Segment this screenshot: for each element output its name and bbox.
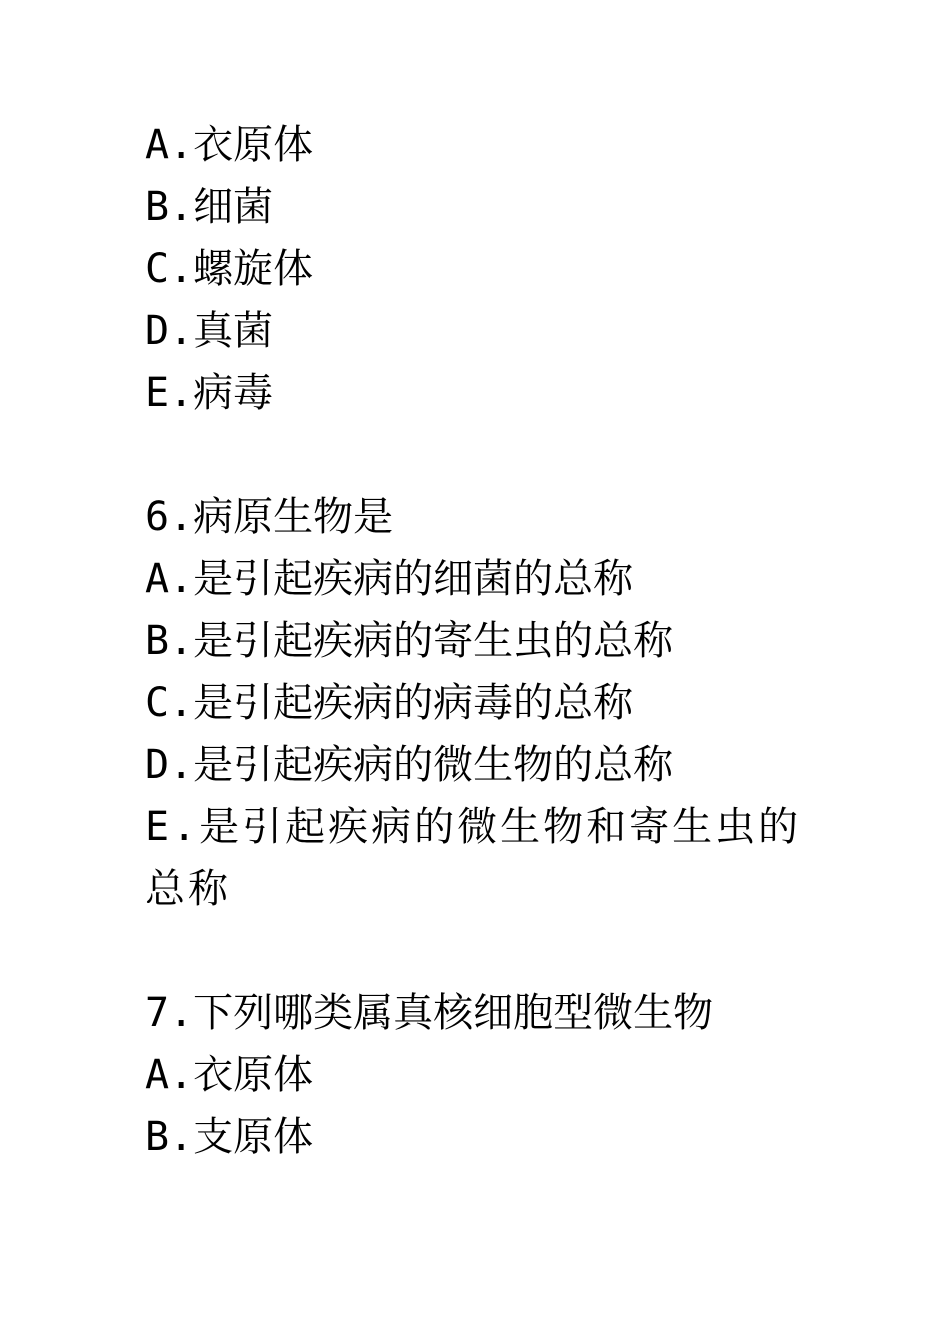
option-a: A.衣原体: [145, 1052, 314, 1098]
document-page: [145, 114, 825, 1168]
question-text: 7.下列哪类属真核细胞型微生物: [145, 990, 714, 1036]
option-d: D.是引起疾病的微生物的总称: [145, 742, 674, 788]
option-d: D.真菌: [145, 308, 274, 354]
option-b: B.是引起疾病的寄生虫的总称: [145, 618, 674, 664]
option-a: A.是引起疾病的细菌的总称: [145, 556, 634, 602]
spacer: [145, 920, 825, 982]
question-text: 6.病原生物是: [145, 494, 394, 540]
option-a: A.衣原体: [145, 122, 314, 168]
option-b: B.支原体: [145, 1114, 314, 1160]
question-7: [145, 982, 825, 1168]
option-e: E.病毒: [145, 370, 274, 416]
question-5-options: [145, 114, 825, 424]
question-6: [145, 486, 825, 920]
spacer: [145, 424, 825, 486]
option-e: E.是引起疾病的微生物和寄生虫的总称: [145, 804, 802, 912]
option-b: B.细菌: [145, 184, 274, 230]
option-c: C.螺旋体: [145, 246, 314, 292]
option-c: C.是引起疾病的病毒的总称: [145, 680, 634, 726]
